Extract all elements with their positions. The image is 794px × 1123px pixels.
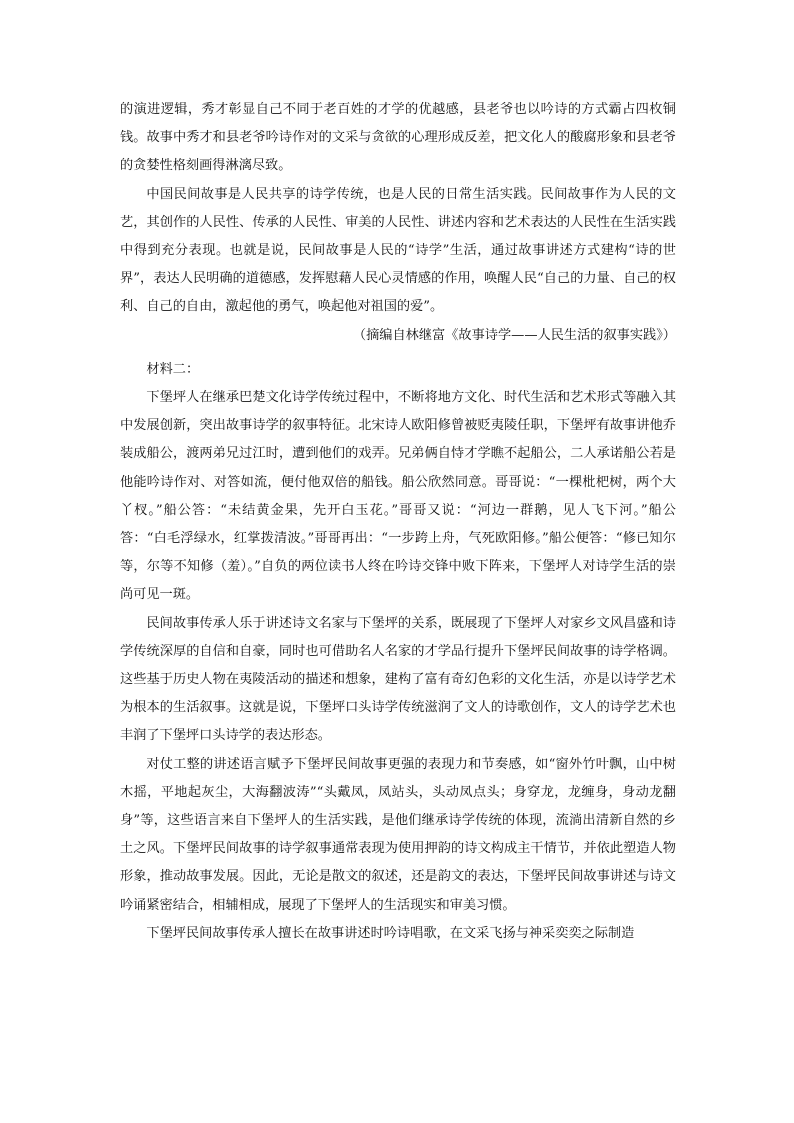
paragraph-literati-relation: 民间故事传承人乐于讲述诗文名家与下堡坪的关系，既展现了下堡坪人对家乡文风昌盛和诗学传统深厚的自信和自豪，同时也可借助名人名家的才学品行提升下堡坪民间故事的诗学格调。这些基于历史人物在夷陵活动的描述和想象，建构了富有奇幻色彩的文化生活，亦是以诗学艺术为根本的生活叙事。这就是说，下堡坪口头诗学传统滋润了文人的诗歌创作，文人的诗学艺术也丰润了下堡坪口头诗学的表达形态。 [120, 615, 676, 744]
paragraph-folk-tale-poetics: 中国民间故事是人民共享的诗学传统，也是人民的日常生活实践。民间故事作为人民的文艺，其创作的人民性、传承的人民性、审美的人民性、讲述内容和艺术表达的人民性在生活实践中得到充分表现。也就是说，民间故事是人民的“诗学”生活，通过故事讲述方式建构“诗的世界”，表达人民明确的道德感，发挥慰藉人民心灵情感的作用，唤醒人民“自己的力量、自己的权利、自己的自由，激起他的勇气，唤起他对祖国的爱”。 [120, 186, 676, 315]
material-label: 材料二： [146, 361, 200, 377]
document-page [120, 96, 676, 948]
paragraph-continuation: 的演进逻辑，秀才彰显自己不同于老百姓的才学的优越感，县老爷也以吟诗的方式霸占四枚铜钱。故事中秀才和县老爷吟诗作对的文采与贪欲的心理形成反差，把文化人的酸腐形象和县老爷的贪婪性格刻画得淋漓尽致。 [120, 102, 676, 174]
paragraph-storyteller-singing: 下堡坪民间故事传承人擅长在故事讲述时吟诗唱歌，在文采飞扬与神采奕奕之际制造 [146, 925, 635, 941]
source-citation: （摘编自林继富《故事诗学——人民生活的叙事实践》） [352, 327, 676, 343]
paragraph-ouyang-xiu-story: 下堡坪人在继承巴楚文化诗学传统过程中，不断将地方文化、时代生活和艺术形式等融入其中发展创新，突出故事诗学的叙事特征。北宋诗人欧阳修曾被贬夷陵任职，下堡坪有故事讲他乔装成船公，渡两弟兄过江时，遭到他们的戏弄。兄弟俩自恃才学瞧不起船公，二人承诺船公若是他能吟诗作对、对答如流，便付他双倍的船钱。船公欣然同意。哥哥说：“一棵枇杷树，两个大丫杈。”船公答：“未结黄金果，先开白玉花。”哥哥又说：“河边一群鹅，见人飞下河。”船公答：“白毛浮绿水，红掌拨清波。”哥哥再出：“一步跨上舟，气死欧阳修。”船公便答：“修已知尔等，尔等不知修（羞）。”自负的两位读书人终在吟诗交锋中败下阵来，下堡坪人对诗学生活的崇尚可见一斑。 [120, 390, 676, 603]
paragraph-parallel-language: 对仗工整的讲述语言赋予下堡坪民间故事更强的表现力和节奏感，如“窗外竹叶飘，山中树木摇，平地起灰尘，大海翻波涛”“头戴凤，凤站头，头动凤点头；身穿龙，龙缠身，身动龙翻身”等，这些语言来自下堡坪人的生活实践，是他们继承诗学传统的体现，流淌出清新自然的乡土之风。下堡坪民间故事的诗学叙事通常表现为使用押韵的诗文构成主干情节，并依此塑造人物形象，推动故事发展。因此，无论是散文的叙述，还是韵文的表达，下堡坪民间故事讲述与诗文吟诵紧密结合，相辅相成，展现了下堡坪人的生活现实和审美习惯。 [120, 756, 676, 913]
